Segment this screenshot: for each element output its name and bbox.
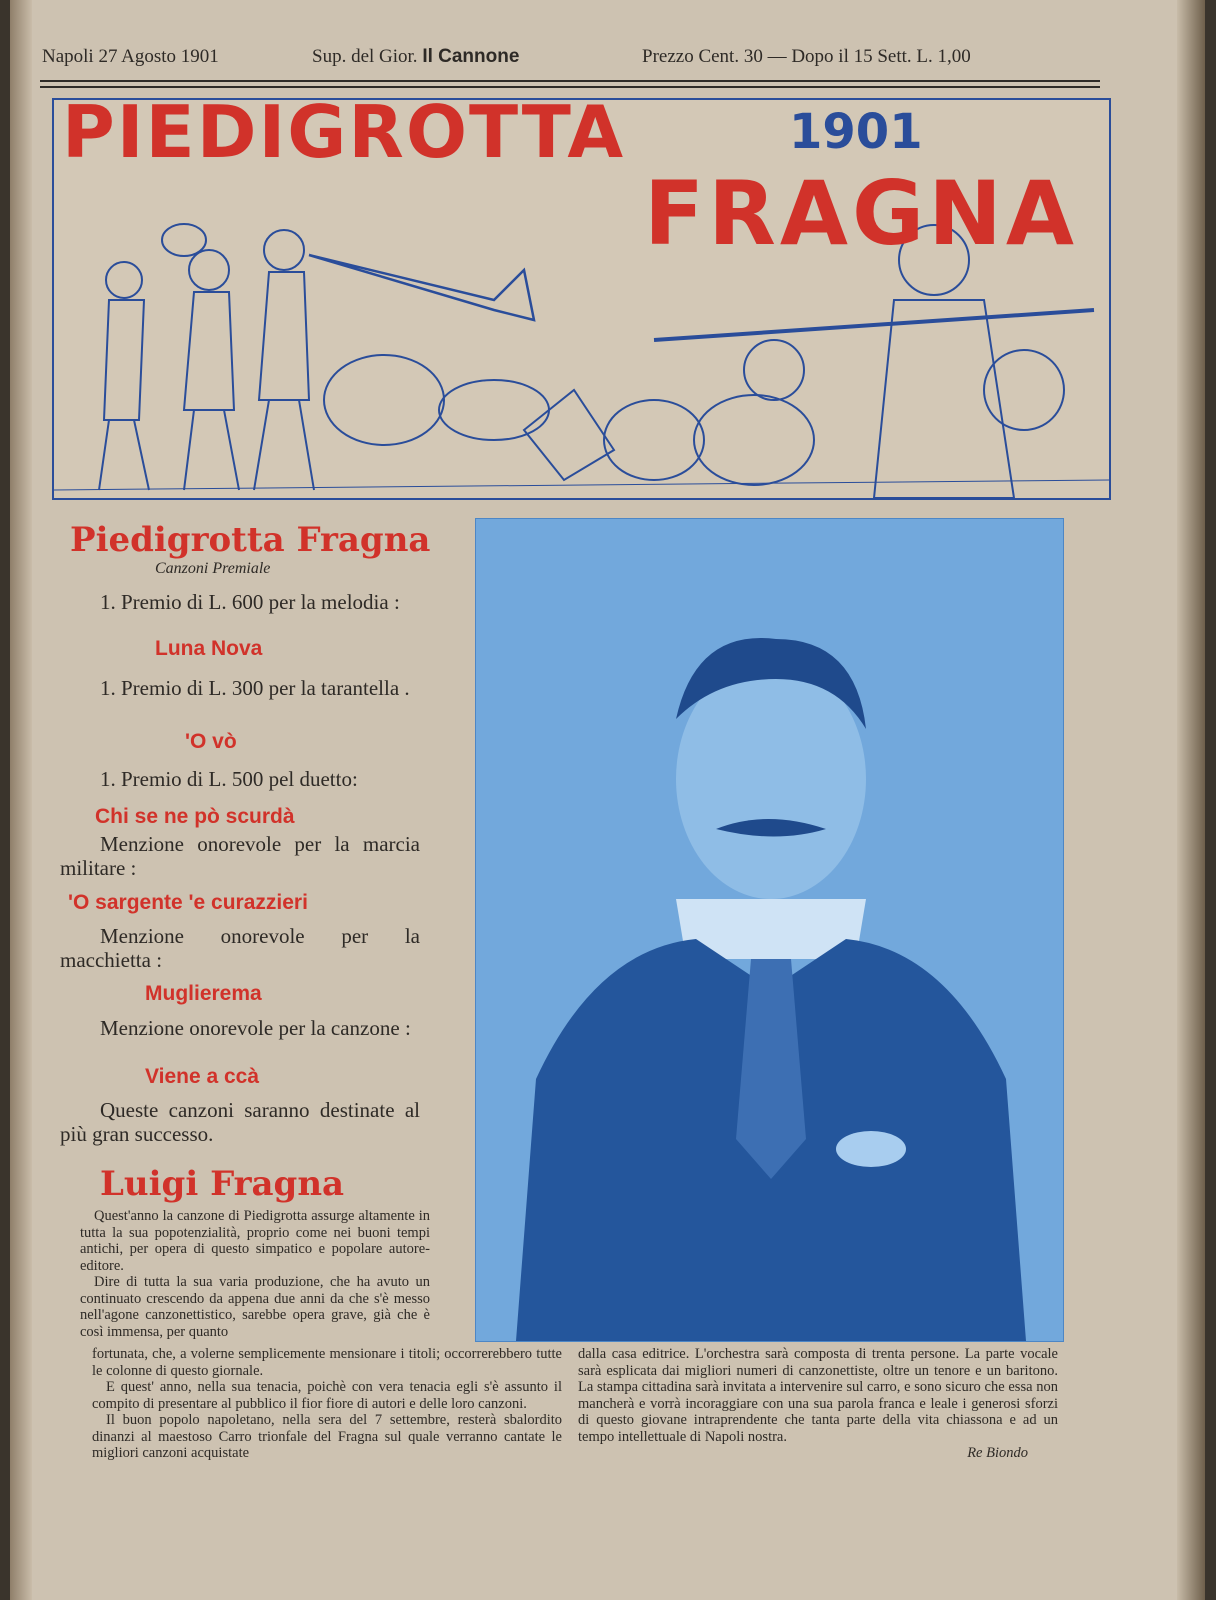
prize-text-4: Menzione onorevole per la marcia militare :: [60, 832, 420, 880]
article-column-bottom-left: [92, 1346, 562, 1462]
masthead-price: Prezzo Cent. 30 — Dopo il 15 Sett. L. 1,00: [642, 46, 971, 67]
trumpet: [309, 255, 534, 320]
portrait-photo: [475, 518, 1064, 1342]
masthead-supplement: [312, 46, 519, 68]
article-title: Luigi Fragna: [100, 1164, 345, 1204]
instruments: [524, 390, 614, 480]
fruit-bundle: [984, 350, 1064, 430]
prizes-title: Piedigrotta Fragna: [70, 520, 431, 560]
prize-song-5: Muglierema: [145, 982, 262, 1005]
portrait-illustration: [476, 519, 1063, 1341]
prize-song-3: Chi se ne pò scurdà: [95, 805, 295, 828]
drum-large: [324, 355, 444, 445]
boy-head-3: [264, 230, 304, 270]
masthead-rule-top: [40, 80, 1100, 82]
page-edge-shadow: [1177, 0, 1205, 1600]
banner-title-line1: PIEDIGROTTA: [62, 90, 626, 174]
boy-head-1: [106, 262, 142, 298]
prizes-closing: Queste canzoni saranno destinate al più gran successo.: [60, 1098, 420, 1146]
guitar: [694, 395, 814, 485]
masthead-paper-name: Il Cannone: [422, 46, 520, 67]
article-column-top: [80, 1208, 430, 1340]
newspaper-page: [10, 0, 1205, 1600]
article-signature: Re Biondo: [967, 1445, 1028, 1461]
article-paragraph: Il buon popolo napoletano, nella sera del 7 settembre, resterà sbalordito dinanzi al maestoso Carro trionfale del Fragna sul quale verranno cantate le migliori canzoni acquistate: [92, 1412, 562, 1461]
prize-text-2: 1. Premio di L. 300 per la tarantella .: [100, 676, 410, 700]
book-spine-shadow: [10, 0, 32, 1600]
article-column-bottom-right: [578, 1346, 1058, 1462]
article-paragraph: Quest'anno la canzone di Piedigrotta assurge altamente in tutta la sua popotenzialità, proprio come nei buoni tempi antichi, per opera di questo simpatico e popolare autore-editore.: [80, 1208, 430, 1274]
prize-text-3: 1. Premio di L. 500 pel duetto:: [100, 767, 358, 791]
boy-body-2: [184, 292, 234, 410]
drum-small: [439, 380, 549, 440]
masthead-rule-bottom: [40, 86, 1100, 88]
masthead-date: Napoli 27 Agosto 1901: [42, 46, 219, 67]
carrying-pole: [654, 310, 1094, 340]
prize-song-1: Luna Nova: [155, 637, 263, 660]
title-banner: [52, 90, 1111, 500]
vendor-body: [874, 300, 1014, 498]
prize-text-6: Menzione onorevole per la canzone :: [100, 1016, 411, 1040]
boy-body-1: [104, 300, 144, 420]
masthead-sup-prefix: Sup. del Gior.: [312, 46, 418, 67]
prize-song-4: 'O sargente 'e curazzieri: [68, 891, 308, 914]
article-paragraph: fortunata, che, a volerne semplicemente mensionare i titoli; occorrerebbero tutte le colonne di questo giornale.: [92, 1346, 562, 1379]
grapes: [744, 340, 804, 400]
article-paragraph: dalla casa editrice. L'orchestra sarà composta di trenta persone. La parte vocale sarà esplicata dai migliori numeri di canzonettiste, oltre un tenore e un baritono. La stampa cittadina sarà invitata a intervenire sul carro, e sono sicuro che essa non mancherà e vorrà incoraggiare con una sua parola franca e leale i generosi sforzi di questo giovane intraprendente che tanta parte della vita chiassona e ad un tempo intellettuale di Napoli nostra.: [578, 1346, 1058, 1445]
banner-year: 1901: [789, 104, 923, 160]
prizes-subtitle: Canzoni Premiale: [155, 560, 271, 577]
masthead: [32, 46, 1092, 76]
boy-body-3: [259, 272, 309, 400]
banner-title-line2: FRAGNA: [644, 162, 1078, 265]
prize-song-2: 'O vò: [185, 730, 237, 753]
article-paragraph: E quest' anno, nella sua tenacia, poichè con vera tenacia egli s'è assunto il compito di presentare al pubblico il fior fiore di autori e delle loro canzoni.: [92, 1379, 562, 1412]
prize-song-6: Viene a ccà: [145, 1065, 260, 1088]
prize-text-5: Menzione onorevole per la macchietta :: [60, 924, 420, 972]
article-paragraph: Dire di tutta la sua varia produzione, che ha avuto un continuato crescendo da appena due anni da che s'è messo nell'agone canzonettistico, sarebbe opera grave, già che è così immensa, per quanto: [80, 1274, 430, 1340]
prize-text-1: 1. Premio di L. 600 per la melodia :: [100, 590, 400, 614]
portrait-pocket-square: [836, 1131, 906, 1167]
tambourine: [162, 224, 206, 256]
mandolin: [604, 400, 704, 480]
boy-head-2: [189, 250, 229, 290]
